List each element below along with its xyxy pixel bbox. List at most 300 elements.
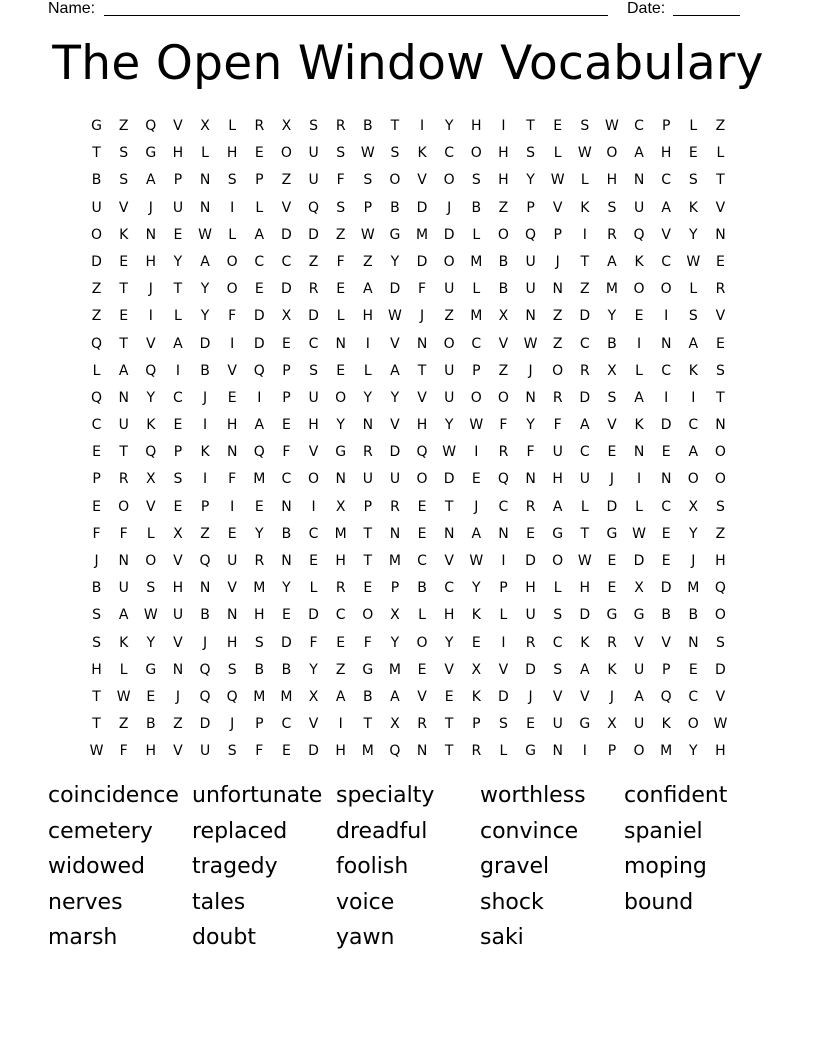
- grid-letter: P: [282, 389, 291, 406]
- grid-letter: P: [200, 498, 210, 515]
- grid-letter: L: [580, 498, 589, 515]
- grid-letter: D: [91, 253, 102, 270]
- grid-letter: D: [389, 281, 401, 298]
- grid-letter: E: [282, 417, 291, 434]
- grid-letter: A: [118, 607, 129, 624]
- grid-letter: Y: [444, 417, 454, 434]
- grid-letter: S: [309, 362, 318, 379]
- grid-letter: S: [92, 607, 101, 624]
- vocabulary-word: marsh: [48, 925, 118, 951]
- grid-letter: E: [119, 308, 129, 325]
- grid-letter: V: [661, 634, 671, 651]
- grid-letter: C: [688, 417, 699, 434]
- grid-letter: I: [501, 553, 506, 569]
- grid-letter: H: [715, 743, 726, 760]
- grid-row: [83, 113, 734, 140]
- grid-letter: F: [119, 525, 128, 542]
- grid-letter: U: [91, 199, 102, 216]
- grid-letter: U: [227, 553, 238, 569]
- date-label: Date:: [627, 0, 666, 17]
- grid-row: [83, 630, 734, 657]
- grid-letter: G: [552, 525, 564, 542]
- grid-letter: Q: [199, 553, 211, 569]
- grid-letter: O: [226, 281, 238, 298]
- grid-letter: N: [552, 743, 563, 760]
- grid-letter: H: [226, 145, 238, 162]
- grid-letter: N: [389, 525, 401, 542]
- grid-letter: C: [308, 335, 319, 352]
- grid-letter: Q: [145, 118, 157, 134]
- grid-letter: L: [119, 661, 128, 678]
- grid-letter: M: [334, 525, 347, 542]
- grid-row: [83, 575, 734, 602]
- grid-letter: V: [444, 553, 454, 569]
- vocabulary-word: saki: [480, 925, 524, 951]
- grid-letter: J: [419, 308, 425, 325]
- grid-letter: Q: [253, 362, 265, 379]
- grid-letter: Z: [580, 281, 590, 298]
- vocabulary-word: gravel: [480, 854, 550, 880]
- grid-letter: T: [363, 553, 373, 569]
- name-blank-line: [104, 15, 608, 16]
- grid-letter: M: [605, 281, 618, 298]
- grid-letter: Z: [335, 226, 346, 243]
- grid-letter: B: [281, 661, 292, 678]
- grid-letter: N: [416, 335, 428, 352]
- grid-letter: E: [227, 525, 237, 542]
- grid-letter: E: [282, 607, 291, 624]
- grid-letter: V: [552, 688, 563, 705]
- grid-letter: Y: [390, 634, 400, 651]
- grid-letter: J: [175, 688, 180, 705]
- grid-letter: Y: [689, 743, 698, 760]
- word-list: [48, 778, 768, 956]
- grid-letter: C: [417, 553, 427, 569]
- grid-letter: N: [525, 389, 536, 406]
- grid-letter: X: [335, 498, 346, 515]
- grid-letter: C: [173, 389, 183, 406]
- grid-letter: E: [254, 498, 264, 515]
- grid-letter: M: [388, 661, 401, 678]
- grid-letter: N: [118, 389, 129, 406]
- grid-letter: U: [389, 471, 401, 488]
- grid-letter: Z: [91, 281, 102, 298]
- grid-letter: H: [579, 580, 591, 597]
- grid-letter: E: [526, 525, 535, 542]
- grid-letter: Z: [715, 525, 726, 542]
- grid-letter: E: [661, 553, 671, 569]
- grid-letter: M: [470, 253, 483, 270]
- grid-letter: R: [390, 498, 400, 515]
- vocabulary-word: worthless: [480, 783, 586, 808]
- grid-letter: Y: [390, 389, 400, 406]
- grid-row: [83, 249, 734, 276]
- grid-letter: N: [145, 226, 157, 243]
- grid-letter: S: [688, 172, 698, 189]
- grid-letter: E: [661, 444, 671, 461]
- grid-letter: H: [91, 661, 102, 678]
- grid-letter: X: [607, 362, 617, 379]
- grid-letter: Z: [552, 308, 563, 325]
- grid-letter: T: [580, 525, 590, 542]
- grid-letter: E: [471, 634, 481, 651]
- grid-letter: S: [715, 634, 725, 651]
- grid-letter: S: [715, 362, 725, 379]
- grid-letter: C: [579, 444, 590, 461]
- grid-letter: E: [92, 444, 101, 461]
- grid-letter: E: [634, 308, 644, 325]
- grid-letter: Z: [335, 661, 346, 678]
- grid-letter: M: [660, 743, 673, 760]
- grid-row: [83, 494, 734, 521]
- grid-letter: L: [716, 145, 725, 162]
- grid-letter: D: [281, 634, 292, 651]
- grid-letter: Y: [200, 308, 210, 325]
- grid-letter: N: [552, 281, 563, 298]
- grid-letter: T: [390, 118, 400, 134]
- grid-letter: K: [580, 199, 590, 216]
- grid-letter: G: [389, 226, 401, 243]
- grid-letter: D: [416, 199, 428, 216]
- grid-letter: E: [607, 553, 617, 569]
- grid-letter: N: [660, 335, 672, 352]
- grid-row: [83, 521, 734, 548]
- grid-letter: J: [609, 471, 614, 488]
- grid-letter: B: [498, 253, 509, 270]
- grid-letter: O: [606, 145, 618, 162]
- grid-letter: R: [498, 444, 509, 461]
- grid-letter: V: [417, 688, 427, 705]
- grid-letter: N: [118, 553, 129, 569]
- grid-letter: W: [116, 688, 131, 705]
- grid-letter: E: [607, 580, 617, 597]
- grid-letter: F: [526, 444, 535, 461]
- grid-letter: B: [363, 118, 373, 134]
- grid-letter: E: [553, 118, 563, 134]
- grid-letter: L: [499, 607, 508, 624]
- grid-letter: I: [501, 118, 506, 134]
- grid-letter: T: [92, 716, 101, 733]
- grid-letter: E: [336, 634, 346, 651]
- grid-letter: V: [118, 199, 129, 216]
- grid-letter: L: [418, 607, 426, 624]
- grid-letter: S: [336, 199, 346, 216]
- grid-letter: S: [715, 498, 725, 515]
- grid-letter: J: [230, 716, 235, 733]
- grid-letter: P: [499, 580, 508, 597]
- grid-letter: D: [660, 580, 672, 597]
- grid-letter: K: [688, 362, 698, 379]
- grid-letter: O: [389, 172, 401, 189]
- grid-letter: U: [172, 607, 184, 624]
- grid-row: [83, 385, 734, 412]
- grid-letter: Y: [146, 634, 156, 651]
- grid-letter: H: [443, 607, 455, 624]
- grid-letter: O: [470, 145, 482, 162]
- grid-letter: L: [336, 308, 345, 325]
- grid-letter: W: [686, 253, 701, 270]
- grid-letter: A: [688, 335, 699, 352]
- grid-letter: C: [634, 118, 644, 134]
- grid-letter: Z: [281, 172, 292, 189]
- grid-letter: I: [636, 335, 642, 352]
- grid-row: [83, 167, 734, 194]
- grid-letter: H: [660, 145, 672, 162]
- grid-letter: V: [173, 634, 183, 651]
- grid-letter: L: [635, 362, 643, 379]
- grid-letter: Y: [444, 634, 454, 651]
- grid-letter: S: [553, 607, 563, 624]
- grid-letter: U: [525, 607, 536, 624]
- grid-letter: Z: [444, 308, 454, 325]
- page-title: The Open Window Vocabulary: [52, 36, 764, 91]
- grid-letter: K: [471, 688, 481, 705]
- grid-letter: L: [363, 362, 372, 379]
- grid-letter: C: [444, 145, 455, 162]
- grid-letter: G: [335, 444, 347, 461]
- grid-row: [83, 602, 734, 629]
- grid-letter: F: [363, 634, 372, 651]
- grid-letter: Y: [309, 661, 318, 678]
- grid-letter: I: [365, 335, 370, 352]
- grid-letter: I: [338, 716, 343, 733]
- grid-letter: L: [635, 498, 643, 515]
- vocabulary-word: confident: [624, 783, 728, 808]
- grid-letter: I: [202, 471, 208, 488]
- grid-letter: M: [280, 688, 293, 705]
- grid-letter: T: [417, 362, 427, 379]
- grid-row: [83, 684, 734, 711]
- vocabulary-word: dreadful: [336, 818, 428, 844]
- grid-letter: B: [661, 607, 671, 624]
- header: [0, 0, 816, 20]
- grid-letter: L: [146, 525, 155, 542]
- grid-letter: O: [660, 281, 672, 298]
- grid-letter: F: [282, 444, 291, 461]
- grid-row: [83, 657, 734, 684]
- grid-letter: M: [253, 471, 266, 488]
- grid-letter: L: [689, 118, 698, 134]
- grid-letter: O: [687, 471, 699, 488]
- grid-letter: K: [119, 226, 129, 243]
- grid-letter: H: [471, 118, 482, 134]
- grid-letter: Q: [253, 444, 265, 461]
- grid-letter: J: [691, 553, 696, 569]
- grid-letter: L: [553, 580, 562, 597]
- grid-letter: A: [254, 417, 265, 434]
- grid-letter: Q: [91, 335, 103, 352]
- grid-letter: E: [607, 444, 617, 461]
- grid-letter: H: [335, 743, 346, 760]
- grid-letter: F: [499, 417, 508, 434]
- grid-letter: A: [552, 498, 563, 515]
- grid-letter: C: [498, 498, 509, 515]
- grid-letter: K: [580, 634, 590, 651]
- grid-letter: T: [173, 281, 183, 298]
- grid-letter: F: [553, 417, 562, 434]
- grid-letter: O: [714, 607, 726, 624]
- grid-letter: O: [633, 281, 645, 298]
- grid-letter: J: [447, 199, 452, 216]
- grid-letter: A: [634, 145, 644, 162]
- grid-letter: Y: [526, 172, 535, 189]
- grid-row: [83, 711, 734, 738]
- grid-letter: J: [609, 688, 614, 705]
- grid-letter: H: [498, 145, 509, 162]
- grid-letter: K: [146, 417, 156, 434]
- grid-letter: R: [607, 226, 617, 243]
- grid-letter: E: [688, 145, 698, 162]
- grid-letter: A: [390, 362, 400, 379]
- grid-letter: E: [526, 716, 535, 733]
- grid-letter: V: [281, 199, 292, 216]
- grid-letter: O: [443, 253, 455, 270]
- grid-letter: U: [118, 417, 129, 434]
- grid-letter: V: [227, 362, 237, 379]
- grid-letter: O: [118, 498, 130, 515]
- grid-letter: R: [308, 281, 319, 298]
- grid-letter: K: [471, 607, 481, 624]
- grid-letter: I: [148, 308, 153, 325]
- grid-letter: P: [472, 362, 481, 379]
- grid-letter: X: [688, 498, 699, 515]
- grid-row: [83, 276, 734, 303]
- grid-letter: W: [605, 118, 619, 134]
- grid-letter: E: [282, 743, 291, 760]
- vocabulary-word: yawn: [336, 925, 395, 951]
- grid-letter: D: [579, 308, 591, 325]
- grid-letter: L: [174, 308, 182, 325]
- grid-letter: E: [254, 145, 264, 162]
- grid-letter: J: [202, 389, 208, 406]
- grid-letter: B: [146, 716, 156, 733]
- grid-letter: D: [579, 607, 591, 624]
- grid-letter: T: [119, 335, 128, 352]
- grid-letter: Y: [255, 525, 264, 542]
- grid-letter: F: [119, 743, 128, 760]
- grid-letter: O: [308, 471, 320, 488]
- grid-letter: V: [417, 172, 427, 189]
- grid-letter: Y: [689, 226, 698, 243]
- grid-letter: S: [173, 471, 183, 488]
- grid-letter: S: [254, 634, 264, 651]
- grid-letter: T: [526, 118, 535, 134]
- grid-letter: Q: [525, 226, 537, 243]
- grid-letter: Y: [200, 281, 210, 298]
- grid-letter: V: [498, 661, 509, 678]
- grid-letter: P: [282, 362, 291, 379]
- grid-letter: U: [444, 389, 455, 406]
- grid-letter: A: [335, 688, 346, 705]
- date-blank-line: [673, 15, 740, 16]
- grid-letter: U: [172, 199, 184, 216]
- grid-letter: J: [202, 634, 208, 651]
- grid-letter: S: [607, 389, 617, 406]
- grid-letter: V: [444, 661, 454, 678]
- grid-letter: F: [418, 281, 427, 298]
- grid-letter: E: [173, 417, 183, 434]
- grid-letter: O: [280, 145, 292, 162]
- grid-row: [83, 222, 734, 249]
- grid-letter: V: [173, 118, 183, 134]
- grid-letter: B: [254, 661, 265, 678]
- grid-letter: B: [200, 607, 210, 624]
- grid-letter: G: [579, 716, 591, 733]
- word-row: [48, 849, 768, 885]
- grid-letter: Y: [526, 417, 535, 434]
- grid-letter: Z: [200, 525, 210, 542]
- grid-letter: M: [388, 553, 401, 569]
- vocabulary-word: nerves: [48, 889, 123, 915]
- vocabulary-word: bound: [624, 889, 694, 915]
- grid-letter: J: [148, 281, 153, 298]
- grid-letter: W: [469, 417, 484, 434]
- grid-letter: E: [309, 553, 318, 569]
- grid-letter: M: [253, 688, 266, 705]
- grid-letter: D: [308, 607, 319, 624]
- grid-letter: W: [632, 525, 646, 542]
- grid-letter: S: [688, 308, 698, 325]
- grid-letter: I: [636, 471, 642, 488]
- grid-letter: I: [257, 389, 262, 406]
- grid-letter: P: [363, 498, 373, 515]
- grid-letter: Z: [173, 716, 183, 733]
- grid-letter: G: [145, 145, 157, 162]
- grid-letter: S: [498, 716, 508, 733]
- grid-letter: A: [200, 253, 210, 270]
- grid-letter: N: [688, 634, 699, 651]
- grid-letter: D: [633, 553, 645, 569]
- grid-letter: S: [119, 172, 129, 189]
- grid-letter: R: [471, 743, 482, 760]
- grid-row: [83, 303, 734, 330]
- grid-letter: N: [226, 607, 238, 624]
- vocabulary-word: convince: [480, 818, 579, 844]
- grid-letter: S: [553, 661, 563, 678]
- vocabulary-word: tragedy: [192, 854, 278, 880]
- grid-letter: N: [199, 199, 211, 216]
- grid-letter: E: [471, 471, 481, 488]
- grid-letter: I: [664, 308, 669, 325]
- grid-letter: X: [634, 580, 644, 597]
- grid-letter: U: [552, 716, 563, 733]
- grid-letter: I: [582, 743, 587, 760]
- grid-letter: I: [691, 389, 696, 406]
- grid-letter: N: [226, 444, 238, 461]
- grid-letter: K: [634, 253, 644, 270]
- grid-letter: H: [226, 634, 238, 651]
- grid-letter: E: [336, 362, 346, 379]
- grid-letter: S: [146, 580, 156, 597]
- grid-letter: P: [472, 716, 481, 733]
- grid-letter: A: [254, 226, 265, 243]
- grid-letter: U: [579, 471, 590, 488]
- grid-letter: R: [607, 634, 617, 651]
- grid-letter: B: [607, 335, 617, 352]
- grid-letter: Y: [390, 253, 400, 270]
- vocabulary-word: coincidence: [48, 783, 179, 808]
- grid-letter: N: [281, 553, 292, 569]
- grid-letter: D: [498, 688, 509, 705]
- grid-letter: X: [281, 118, 292, 134]
- grid-letter: T: [363, 716, 373, 733]
- grid-letter: P: [553, 226, 562, 243]
- grid-letter: P: [363, 199, 373, 216]
- grid-letter: F: [228, 471, 237, 488]
- grid-row: [83, 412, 734, 439]
- grid-letter: O: [633, 743, 645, 760]
- grid-letter: Q: [660, 688, 672, 705]
